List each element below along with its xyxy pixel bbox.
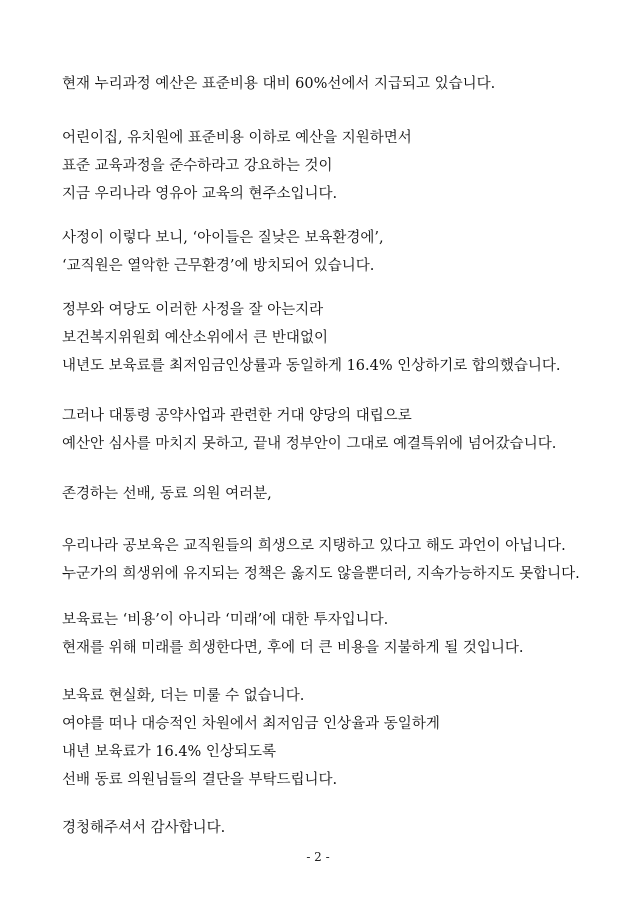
text-line: 여야를 떠나 대승적인 차원에서 최저임금 인상율과 동일하게 [62, 716, 440, 732]
text-line: 내년 보육료가 16.4% 인상되도록 [62, 744, 276, 760]
text-line: 현재를 위해 미래를 희생한다면, 후에 더 큰 비용을 지불하게 될 것입니다. [62, 640, 524, 656]
text-line: 선배 동료 의원님들의 결단을 부탁드립니다. [62, 772, 338, 788]
text-line: 존경하는 선배, 동료 의원 여러분, [62, 486, 272, 502]
text-line: 내년도 보육료를 최저임금인상률과 동일하게 16.4% 인상하기로 합의했습니다. [62, 358, 561, 374]
text-line: 사정이 이렇다 보니, ‘아이들은 질낮은 보육환경에’, [62, 230, 384, 246]
text-line: 보육료 현실화, 더는 미룰 수 없습니다. [62, 688, 305, 704]
text-line: 그러나 대통령 공약사업과 관련한 거대 양당의 대립으로 [62, 408, 412, 424]
text-line: 누군가의 희생위에 유지되는 정책은 옳지도 않을뿐더러, 지속가능하지도 못합니다. [62, 566, 580, 582]
text-line: 지금 우리나라 영유아 교육의 현주소입니다. [62, 186, 338, 202]
text-line: 현재 누리과정 예산은 표준비용 대비 60%선에서 지급되고 있습니다. [62, 76, 496, 92]
text-line: 어린이집, 유치원에 표준비용 이하로 예산을 지원하면서 [62, 130, 412, 146]
text-line: 보육료는 ‘비용’이 아니라 ‘미래’에 대한 투자입니다. [62, 612, 389, 628]
text-line: 경청해주셔서 감사합니다. [62, 820, 226, 836]
text-line: 표준 교육과정을 준수하라고 강요하는 것이 [62, 158, 333, 174]
text-line: 보건복지위원회 예산소위에서 큰 반대없이 [62, 330, 328, 346]
text-line: ‘교직원은 열악한 근무환경’에 방치되어 있습니다. [62, 258, 375, 274]
page-number: - 2 - [306, 850, 330, 864]
text-line: 정부와 여당도 이러한 사정을 잘 아는지라 [62, 302, 324, 318]
text-line: 예산안 심사를 마치지 못하고, 끝내 정부안이 그대로 예결특위에 넘어갔습니다. [62, 436, 557, 452]
text-line: 우리나라 공보육은 교직원들의 희생으로 지탱하고 있다고 해도 과언이 아닙니다. [62, 538, 566, 554]
